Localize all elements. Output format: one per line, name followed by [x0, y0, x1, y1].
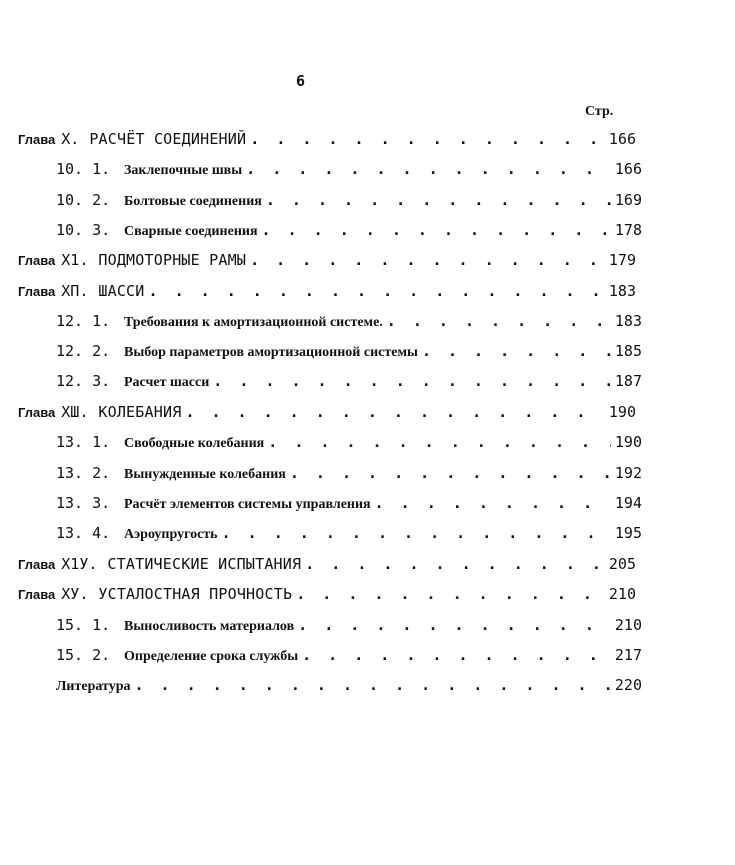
toc-chapter-row	[18, 282, 636, 300]
toc-section-row	[56, 191, 642, 210]
toc-section-row	[56, 372, 642, 391]
dot-leader	[302, 646, 611, 664]
toc-section-row	[56, 494, 642, 513]
chapter-title: ШАССИ	[98, 282, 145, 300]
page-ref: 166	[614, 160, 642, 178]
dot-leader	[246, 160, 611, 178]
page-ref: 210	[614, 616, 642, 634]
chapter-title: УСТАЛОСТНАЯ ПРОЧНОСТЬ	[98, 585, 293, 603]
section-title: Выбор параметров амортизационной системы	[124, 345, 418, 360]
section-number: 13. 2.	[56, 464, 111, 482]
dot-leader	[250, 130, 605, 148]
dot-leader	[298, 616, 611, 634]
toc-chapter-row	[18, 555, 636, 573]
chapter-label: Глава	[18, 253, 56, 268]
section-title: Заклепочные швы	[124, 163, 243, 178]
dot-leader	[185, 403, 604, 421]
page-ref: 178	[614, 221, 642, 239]
section-number: 13. 3.	[56, 494, 111, 512]
page-ref: 220	[614, 676, 642, 694]
toc-section-row	[56, 616, 642, 635]
section-title: Аэроупругость	[124, 527, 218, 542]
chapter-label: Глава	[18, 284, 56, 299]
toc-section-row	[56, 524, 642, 543]
page-ref: 205	[608, 555, 636, 573]
dot-leader	[149, 282, 605, 300]
toc-chapter-row	[18, 251, 636, 269]
dot-leader	[268, 433, 611, 451]
chapter-number: ХШ.	[61, 403, 89, 421]
section-title: Болтовые соединения	[124, 194, 262, 209]
page-number: 6	[296, 72, 306, 90]
section-number: 12. 3.	[56, 372, 111, 390]
section-title: Вынужденные колебания	[124, 467, 286, 482]
page-ref: 217	[614, 646, 642, 664]
dot-leader	[222, 524, 611, 542]
section-number: 12. 2.	[56, 342, 111, 360]
page-ref: 192	[614, 464, 642, 482]
page-column-header: Стр.	[585, 104, 614, 119]
page-ref: 190	[608, 403, 636, 421]
section-number: 10. 1.	[56, 160, 111, 178]
dot-leader	[422, 342, 611, 360]
toc-section-row	[56, 433, 642, 452]
section-title: Расчет шасси	[124, 375, 210, 390]
page-ref: 169	[614, 191, 642, 209]
page-ref: 210	[608, 585, 636, 603]
dot-leader	[296, 585, 605, 603]
dot-leader	[305, 555, 605, 573]
dot-leader	[375, 494, 611, 512]
dot-leader	[135, 676, 611, 694]
toc-section-row	[56, 160, 642, 179]
section-title: Определение срока службы	[124, 649, 299, 664]
chapter-number: Х1У.	[61, 555, 98, 573]
toc-section-row	[56, 646, 642, 665]
section-title: Требования к амортизационной системе.	[124, 315, 383, 330]
chapter-number: ХП.	[61, 282, 89, 300]
section-number: 15. 1.	[56, 616, 111, 634]
page-ref: 195	[614, 524, 642, 542]
page-ref: 194	[614, 494, 642, 512]
page-ref: 185	[614, 342, 642, 360]
chapter-title: КОЛЕБАНИЯ	[98, 403, 182, 421]
chapter-number: Х1.	[61, 251, 89, 269]
section-number: 15. 2.	[56, 646, 111, 664]
chapter-label: Глава	[18, 587, 56, 602]
section-number: 10. 3.	[56, 221, 111, 239]
chapter-label: Глава	[18, 405, 56, 420]
page-ref: 190	[614, 433, 642, 451]
toc-chapter-row	[18, 403, 636, 421]
chapter-label: Глава	[18, 132, 56, 147]
chapter-title: СТАТИЧЕСКИЕ ИСПЫТАНИЯ	[107, 555, 302, 573]
dot-leader	[266, 191, 611, 209]
dot-leader	[250, 251, 605, 269]
page-ref: 183	[614, 312, 642, 330]
toc-section-row	[56, 312, 642, 331]
dot-leader	[262, 221, 611, 239]
toc-chapter-row	[18, 130, 636, 148]
dot-leader	[387, 312, 611, 330]
toc-literature-row	[56, 676, 642, 695]
toc-section-row	[56, 464, 642, 483]
chapter-number: ХУ.	[61, 585, 89, 603]
chapter-number: Х.	[61, 130, 80, 148]
section-title: Сварные соединения	[124, 224, 258, 239]
chapter-title: ПОДМОТОРНЫЕ РАМЫ	[98, 251, 247, 269]
page-ref: 187	[614, 372, 642, 390]
literature-title: Литература	[56, 679, 131, 694]
dot-leader	[290, 464, 611, 482]
section-number: 12. 1.	[56, 312, 111, 330]
page-ref: 183	[608, 282, 636, 300]
page-ref: 166	[608, 130, 636, 148]
section-title: Выносливость материалов	[124, 619, 295, 634]
section-number: 13. 1.	[56, 433, 111, 451]
chapter-label: Глава	[18, 557, 56, 572]
section-number: 13. 4.	[56, 524, 111, 542]
section-title: Расчёт элементов системы управления	[124, 497, 371, 512]
section-title: Свободные колебания	[124, 436, 265, 451]
section-number: 10. 2.	[56, 191, 111, 209]
page-ref: 179	[608, 251, 636, 269]
toc-section-row	[56, 342, 642, 361]
dot-leader	[213, 372, 611, 390]
toc-section-row	[56, 221, 642, 240]
toc-chapter-row	[18, 585, 636, 603]
chapter-title: РАСЧЁТ СОЕДИНЕНИЙ	[89, 130, 247, 148]
